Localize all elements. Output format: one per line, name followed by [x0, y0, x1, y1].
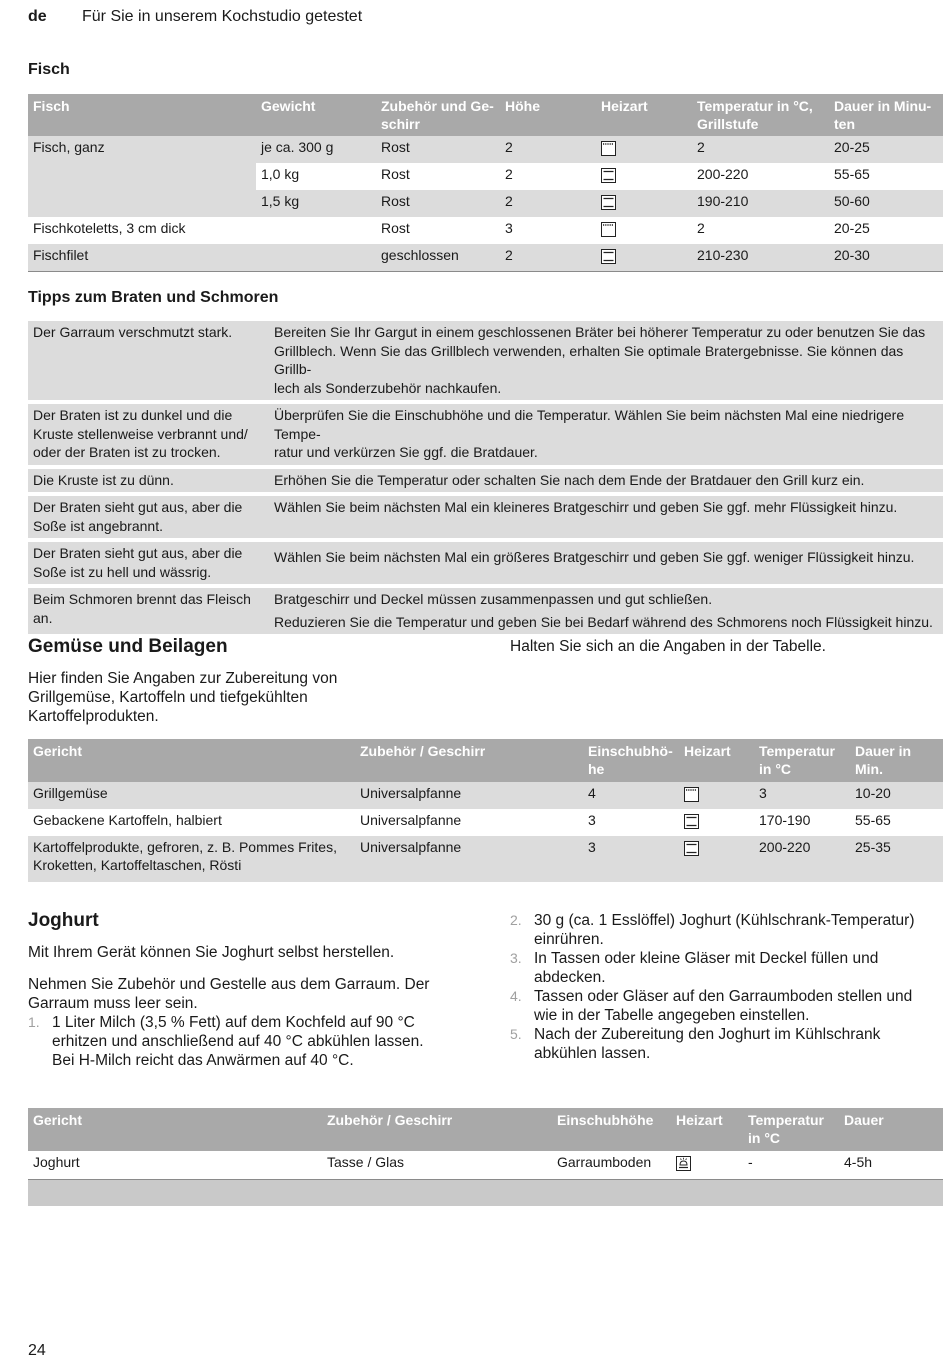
gemuese-table: [28, 739, 943, 882]
tip-problem: Die Kruste ist zu dünn.: [28, 467, 269, 495]
table-row: [28, 782, 943, 809]
col-header: Zubehör / Geschirr: [322, 1108, 552, 1151]
col-header: Gewicht: [256, 94, 376, 136]
cell: Garraumboden: [552, 1151, 671, 1179]
col-header: Temperatur in °C, Grillstufe: [692, 94, 829, 136]
cell: Universalpfanne: [355, 836, 583, 882]
table-row: [28, 586, 943, 636]
page-number: 24: [28, 1342, 46, 1359]
col-header: Einschubhöhe: [552, 1108, 671, 1151]
tip-problem: Der Braten sieht gut aus, aber die Soße ist angebrannt.: [28, 494, 269, 540]
heizart-cell: [596, 163, 692, 190]
step-text: Nach der Zubereitung den Joghurt im Kühlschrank abkühlen lassen.: [534, 1026, 881, 1062]
cell: [256, 244, 376, 271]
tip-problem: Der Braten sieht gut aus, aber die Soße ist zu hell und wässrig.: [28, 540, 269, 586]
table-row: [28, 163, 943, 190]
grill-icon: [684, 787, 699, 802]
cell: 200-220: [692, 163, 829, 190]
cell: Universalpfanne: [355, 782, 583, 809]
col-header: Fisch: [28, 94, 256, 136]
cell: 25-35: [850, 836, 943, 882]
topbottom-heat-icon: [684, 814, 699, 829]
fisch-heading: Fisch: [28, 61, 70, 78]
cell: 10-20: [850, 782, 943, 809]
cell: Fisch, ganz: [28, 136, 256, 163]
step-number: 3.: [510, 950, 522, 966]
step-number: 1.: [28, 1014, 40, 1030]
tip-solution: Bereiten Sie Ihr Gargut in einem geschlossenen Bräter bei höherer Temperatur zu oder benutzen Sie das Grillblech. Wenn Sie das Grillblech verwenden, erhalten Sie optimale Bratergebnisse. Sie können das Grillb- lech als Sonderzubehör nachkaufen.: [269, 321, 943, 402]
gemuese-note: Halten Sie sich an die Angaben in der Tabelle.: [510, 638, 826, 655]
cell: Universalpfanne: [355, 809, 583, 836]
joghurt-steps-right: [510, 911, 930, 1063]
cell: 1,0 kg: [256, 163, 376, 190]
list-item: [510, 949, 930, 987]
col-header: Heizart: [671, 1108, 743, 1151]
cell: 3: [583, 836, 679, 882]
table-row: [28, 136, 943, 163]
tip-solution: Bratgeschirr und Deckel müssen zusammenpassen und gut schließen.: [274, 591, 713, 607]
tip-problem: Beim Schmoren brennt das Fleisch an.: [28, 586, 269, 636]
col-header: Dauer: [839, 1108, 943, 1151]
col-header: Temperatur in °C: [743, 1108, 839, 1151]
col-header: Dauer in Minu- ten: [829, 94, 943, 136]
empty-cell: [28, 1179, 943, 1206]
step-note: Bei H-Milch reicht das Anwärmen auf 40 °C.: [52, 1052, 354, 1069]
grill-icon: [601, 222, 616, 237]
tip-solution: Wählen Sie beim nächsten Mal ein kleineres Bratgeschirr und geben Sie ggf. mehr Flüssigkeit hinzu.: [269, 494, 943, 540]
cell: geschlossen: [376, 244, 500, 271]
list-item: [510, 1025, 930, 1063]
cell: 3: [583, 809, 679, 836]
cell: 4: [583, 782, 679, 809]
col-header: Höhe: [500, 94, 596, 136]
cell: [28, 163, 256, 190]
step-text: In Tassen oder kleine Gläser mit Deckel füllen und abdecken.: [534, 950, 879, 986]
heizart-cell: [596, 217, 692, 244]
joghurt-table: [28, 1108, 943, 1206]
table-row: [28, 836, 943, 882]
tip-solution: Wählen Sie beim nächsten Mal ein größeres Bratgeschirr und geben Sie ggf. weniger Flüssigkeit hinzu.: [269, 540, 943, 586]
col-header: Dauer in Min.: [850, 739, 943, 782]
heizart-cell: [596, 136, 692, 163]
topbottom-heat-icon: [684, 841, 699, 856]
table-row: [28, 467, 943, 495]
cell: Grillgemüse: [28, 782, 355, 809]
cell: 2: [500, 190, 596, 217]
cell: Rost: [376, 163, 500, 190]
topbottom-heat-icon: [601, 195, 616, 210]
fisch-table: [28, 94, 943, 272]
page-header-title: Für Sie in unserem Kochstudio getestet: [82, 8, 363, 25]
step-text: 1 Liter Milch (3,5 % Fett) auf dem Kochfeld auf 90 °C erhitzen und anschließend auf 40 °C abkühlen lassen.: [52, 1014, 424, 1050]
cell: Rost: [376, 190, 500, 217]
cell: 55-65: [829, 163, 943, 190]
tip-problem: Der Garraum verschmutzt stark.: [28, 321, 269, 402]
grill-icon: [601, 141, 616, 156]
table-row: [28, 244, 943, 271]
step-text: Tassen oder Gläser auf den Garraumboden stellen und wie in der Tabelle angegeben einstellen.: [534, 988, 913, 1024]
cell: 20-25: [829, 217, 943, 244]
gemuese-heading: Gemüse und Beilagen: [28, 636, 228, 657]
cell: Kartoffelprodukte, gefroren, z. B. Pommes Frites, Kroketten, Kartoffeltaschen, Rösti: [28, 836, 355, 882]
tipps-heading: Tipps zum Braten und Schmoren: [28, 289, 279, 306]
cell: -: [743, 1151, 839, 1179]
list-item: [28, 1013, 428, 1070]
step-number: 4.: [510, 988, 522, 1004]
joghurt-prep: Nehmen Sie Zubehör und Gestelle aus dem Garraum. Der Garraum muss leer sein.: [28, 976, 430, 1012]
cell: 2: [692, 217, 829, 244]
cell: Rost: [376, 136, 500, 163]
cell: 20-25: [829, 136, 943, 163]
col-header: Heizart: [679, 739, 754, 782]
col-header: Gericht: [28, 1108, 322, 1151]
step-number: 2.: [510, 912, 522, 928]
col-header: Zubehör / Geschirr: [355, 739, 583, 782]
table-row: [28, 321, 943, 402]
cell: 170-190: [754, 809, 850, 836]
table-row: [28, 1151, 943, 1179]
dough-proving-icon: [676, 1156, 691, 1171]
cell: 50-60: [829, 190, 943, 217]
table-row: [28, 494, 943, 540]
language-code: de: [28, 8, 47, 25]
table-row: [28, 217, 943, 244]
list-item: [510, 911, 930, 949]
cell: [28, 190, 256, 217]
cell: 210-230: [692, 244, 829, 271]
tip-solution: Reduzieren Sie die Temperatur und geben Sie bei Bedarf während des Schmorens noch Flüssigkeit hinzu.: [274, 613, 933, 630]
cell: 3: [500, 217, 596, 244]
cell: 1,5 kg: [256, 190, 376, 217]
heizart-cell: [679, 782, 754, 809]
topbottom-heat-icon: [601, 249, 616, 264]
heizart-cell: [679, 836, 754, 882]
topbottom-heat-icon: [601, 168, 616, 183]
cell: 200-220: [754, 836, 850, 882]
cell: 2: [500, 136, 596, 163]
cell: Joghurt: [28, 1151, 322, 1179]
heizart-cell: [596, 244, 692, 271]
tipps-table: [28, 321, 943, 638]
tip-problem: Der Braten ist zu dunkel und die Kruste stellenweise verbrannt und/ oder der Braten ist zu trocken.: [28, 402, 269, 467]
cell: 55-65: [850, 809, 943, 836]
list-item: [510, 987, 930, 1025]
joghurt-intro: Mit Ihrem Gerät können Sie Joghurt selbst herstellen.: [28, 944, 395, 961]
cell: 3: [754, 782, 850, 809]
col-header: Einschubhö- he: [583, 739, 679, 782]
cell: 2: [500, 163, 596, 190]
step-text: 30 g (ca. 1 Esslöffel) Joghurt (Kühlschrank-Temperatur) einrühren.: [534, 912, 915, 948]
cell: 4-5h: [839, 1151, 943, 1179]
cell: Tasse / Glas: [322, 1151, 552, 1179]
heizart-cell: [596, 190, 692, 217]
cell: 20-30: [829, 244, 943, 271]
gemuese-intro: Hier finden Sie Angaben zur Zubereitung von Grillgemüse, Kartoffeln und tiefgekühlten Kartoffelprodukten.: [28, 670, 338, 725]
table-row: [28, 540, 943, 586]
col-header: Gericht: [28, 739, 355, 782]
heizart-cell: [671, 1151, 743, 1179]
col-header: Heizart: [596, 94, 692, 136]
tip-solution-cell: [269, 586, 943, 636]
cell: je ca. 300 g: [256, 136, 376, 163]
cell: Rost: [376, 217, 500, 244]
cell: [256, 217, 376, 244]
cell: Fischkoteletts, 3 cm dick: [28, 217, 256, 244]
table-row: [28, 190, 943, 217]
table-row-empty: [28, 1179, 943, 1206]
cell: 2: [692, 136, 829, 163]
joghurt-heading: Joghurt: [28, 910, 99, 931]
table-row: [28, 402, 943, 467]
col-header: Zubehör und Ge- schirr: [376, 94, 500, 136]
joghurt-steps-left: [28, 1013, 428, 1070]
cell: Gebackene Kartoffeln, halbiert: [28, 809, 355, 836]
cell: Fischfilet: [28, 244, 256, 271]
col-header: Temperatur in °C: [754, 739, 850, 782]
step-number: 5.: [510, 1026, 522, 1042]
table-row: [28, 809, 943, 836]
tip-solution: Überprüfen Sie die Einschubhöhe und die Temperatur. Wählen Sie beim nächsten Mal eine niedrigere Tempe- ratur und verkürzen Sie ggf. die Bratdauer.: [269, 402, 943, 467]
cell: 190-210: [692, 190, 829, 217]
tip-solution: Erhöhen Sie die Temperatur oder schalten Sie nach dem Ende der Bratdauer den Grill kurz ein.: [269, 467, 943, 495]
cell: 2: [500, 244, 596, 271]
heizart-cell: [679, 809, 754, 836]
